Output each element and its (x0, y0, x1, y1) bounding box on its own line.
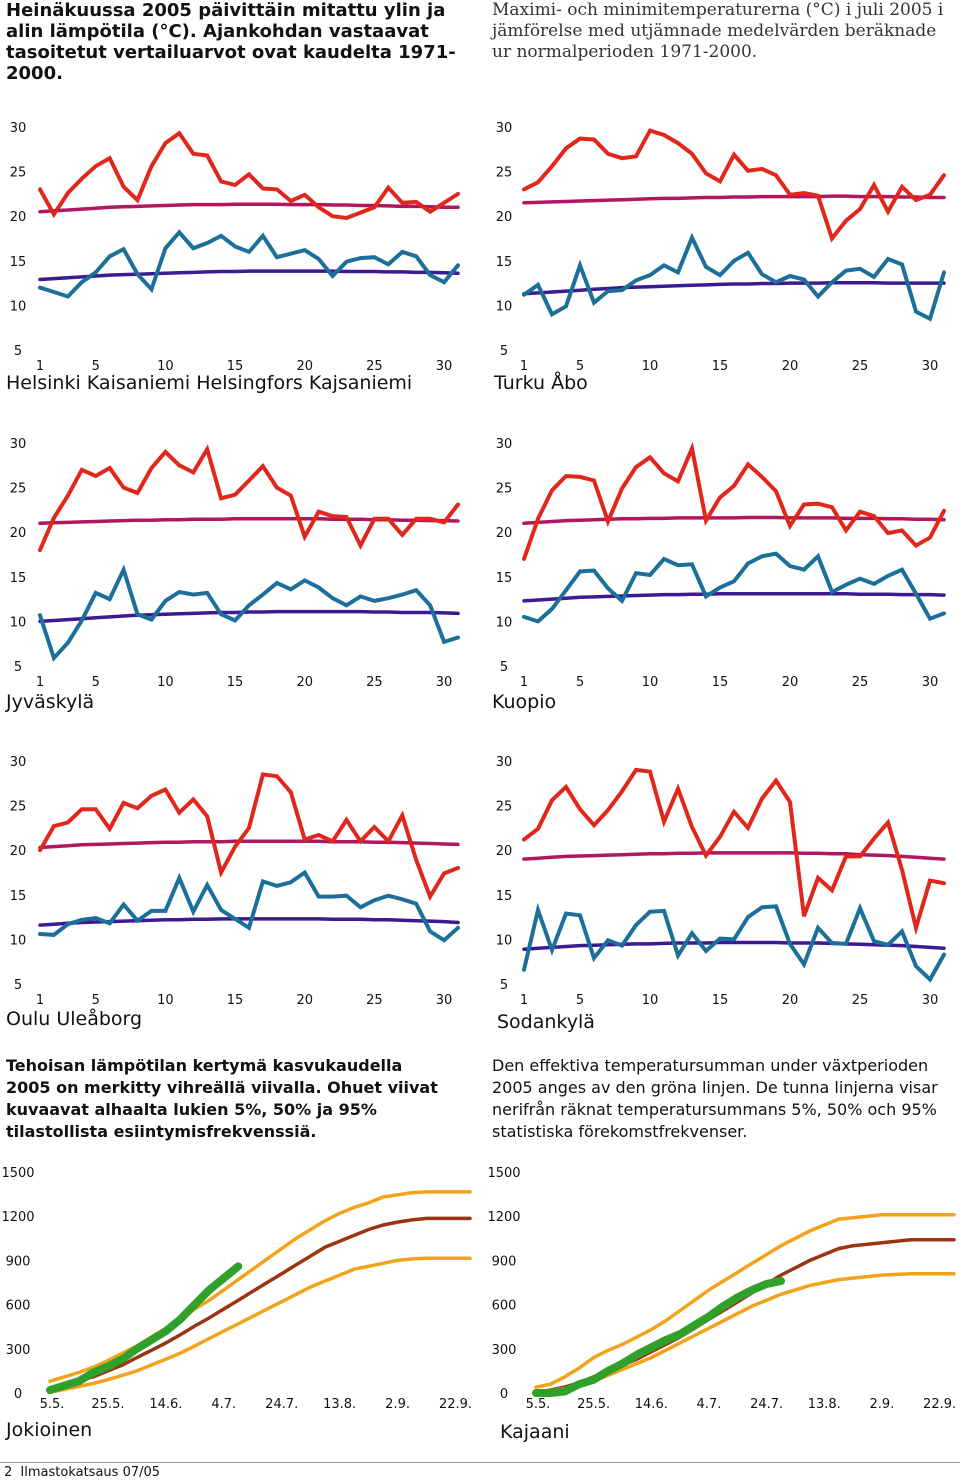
max-temperature-line (524, 770, 944, 928)
y-tick-label: 15 (9, 570, 27, 586)
x-tick-label: 10 (641, 993, 659, 1008)
x-tick-label: 30 (435, 993, 453, 1008)
x-tick-label: 5 (91, 993, 100, 1008)
x-tick-label: 15 (226, 359, 244, 374)
y-tick-label: 5 (13, 660, 23, 675)
min-temperature-line (40, 873, 458, 941)
x-tick-label: 15 (226, 993, 244, 1008)
y-tick-label: 30 (495, 121, 513, 136)
y-tick-label: 25 (9, 799, 27, 815)
y-tick-label: 15 (495, 570, 513, 586)
x-tick-label: 24.7. (750, 1397, 784, 1412)
y-tick-label: 5 (13, 978, 23, 993)
y-tick-label: 900 (5, 1254, 31, 1270)
chart-panel-6 (496, 755, 944, 1033)
chart-panel-4 (492, 437, 944, 713)
x-tick-label: 10 (157, 675, 174, 690)
x-tick-label: 20 (296, 993, 314, 1008)
y-tick-label: 20 (495, 526, 513, 542)
y-tick-label: 30 (495, 755, 513, 770)
station-label: Turku Åbo (494, 372, 588, 394)
max-normal-line (40, 519, 458, 524)
station-label: Helsinki Kaisaniemi Helsingfors Kajsaniemi (6, 372, 413, 394)
page-number: 2 (4, 1465, 13, 1480)
x-tick-label: 5.5. (39, 1397, 65, 1412)
y-tick-label: 300 (5, 1342, 31, 1358)
intro-text-fi: Heinäkuussa 2005 päivittäin mitattu ylin ja alin lämpötila (°C). Ajankohdan vastaavat tasoitetut vertailuarvot ovat kaudelta 1971-2000. (6, 0, 456, 84)
x-tick-label: 5 (575, 993, 585, 1008)
x-tick-label: 20 (781, 675, 799, 690)
y-tick-label: 600 (491, 1298, 517, 1314)
chart-panel-1 (6, 121, 458, 394)
max-temperature-line (524, 448, 944, 559)
x-tick-label: 5 (575, 359, 585, 374)
min-temperature-line (40, 232, 458, 296)
y-tick-label: 300 (491, 1342, 517, 1358)
chart-panel-7 (1, 1166, 472, 1441)
min-temperature-line (524, 238, 944, 319)
x-tick-label: 1 (519, 359, 529, 374)
x-tick-label: 24.7. (265, 1397, 299, 1412)
chart-panel-5 (6, 755, 458, 1030)
x-tick-label: 30 (921, 993, 939, 1008)
x-tick-label: 5 (91, 675, 100, 690)
min-normal-line (40, 271, 458, 279)
y-tick-label: 20 (495, 210, 513, 226)
x-tick-label: 2.9. (869, 1397, 895, 1412)
y-tick-label: 30 (495, 437, 513, 452)
x-tick-label: 1 (35, 359, 45, 374)
x-tick-label: 30 (921, 359, 939, 374)
y-tick-label: 0 (13, 1387, 23, 1402)
y-tick-label: 10 (9, 299, 27, 315)
y-tick-label: 30 (9, 437, 27, 452)
y-tick-label: 30 (9, 755, 27, 770)
x-tick-label: 22.9. (438, 1397, 473, 1412)
min-normal-line (524, 594, 944, 601)
station-label: Oulu Uleåborg (6, 1008, 143, 1030)
y-tick-label: 25 (495, 481, 513, 497)
y-tick-label: 5 (13, 344, 23, 359)
y-tick-label: 10 (9, 615, 27, 631)
x-tick-label: 20 (781, 993, 799, 1008)
max-normal-line (40, 204, 458, 212)
x-tick-label: 4.7. (696, 1397, 722, 1412)
x-tick-label: 25.5. (91, 1397, 125, 1412)
x-tick-label: 13.8. (807, 1397, 841, 1412)
y-tick-label: 1500 (1, 1166, 35, 1181)
x-tick-label: 14.6. (634, 1397, 668, 1412)
x-tick-label: 10 (157, 359, 174, 374)
x-tick-label: 25 (366, 675, 383, 690)
y-tick-label: 20 (9, 210, 27, 226)
y-tick-label: 0 (499, 1387, 509, 1402)
x-tick-label: 10 (641, 675, 659, 690)
x-tick-label: 4.7. (211, 1397, 237, 1412)
y-tick-label: 15 (495, 888, 513, 904)
y-tick-label: 20 (495, 844, 513, 860)
y-tick-label: 10 (9, 933, 27, 949)
x-tick-label: 25.5. (577, 1397, 611, 1412)
y-tick-label: 600 (5, 1298, 31, 1314)
x-tick-label: 30 (435, 675, 453, 690)
y-tick-label: 1200 (487, 1210, 521, 1226)
station-label: Kajaani (500, 1421, 570, 1443)
y-tick-label: 10 (495, 933, 513, 949)
x-tick-label: 20 (296, 359, 314, 374)
y-tick-label: 25 (9, 165, 27, 181)
publication-name: Ilmastokatsaus 07/05 (20, 1465, 161, 1480)
y-tick-label: 10 (495, 299, 513, 315)
chart-panel-8 (487, 1166, 956, 1443)
y-tick-label: 15 (9, 888, 27, 904)
chart-panel-3 (5, 437, 458, 713)
y-tick-label: 900 (491, 1254, 517, 1270)
min-temperature-line (524, 554, 944, 622)
y-tick-label: 15 (495, 254, 513, 270)
station-label: Jyväskylä (6, 691, 95, 713)
max-normal-line (40, 841, 458, 847)
y-tick-label: 30 (9, 121, 27, 136)
chart-panel-2 (493, 121, 944, 394)
sum-50-percent-line (536, 1240, 954, 1393)
page-footer (0, 1462, 960, 1480)
min-normal-line (40, 612, 458, 622)
x-tick-label: 15 (711, 993, 729, 1008)
x-tick-label: 5 (91, 359, 100, 374)
y-tick-label: 25 (495, 799, 513, 815)
y-tick-label: 1200 (1, 1210, 35, 1226)
x-tick-label: 25 (851, 359, 869, 374)
x-tick-label: 5 (575, 675, 585, 690)
max-temperature-line (40, 774, 458, 896)
x-tick-label: 1 (35, 675, 45, 690)
station-label: Jokioinen (6, 1419, 93, 1441)
x-tick-label: 25 (366, 993, 383, 1008)
x-tick-label: 13.8. (323, 1397, 357, 1412)
y-tick-label: 5 (499, 660, 509, 675)
y-tick-label: 5 (499, 978, 509, 993)
x-tick-label: 25 (366, 359, 383, 374)
x-tick-label: 15 (226, 675, 244, 690)
y-tick-label: 1500 (487, 1166, 521, 1181)
sum-5-percent-line (50, 1258, 470, 1392)
caption-sv: Den effektiva temperatursumman under växtperioden 2005 anges av den gröna linjen. De tunna linjerna visar nerifrån räknat temperatursummans 5%, 50% och 95% statistiska förekomstfrekvenser. (492, 1056, 938, 1141)
x-tick-label: 5.5. (525, 1397, 551, 1412)
station-label: Kuopio (492, 691, 557, 713)
x-tick-label: 20 (296, 675, 314, 690)
x-tick-label: 20 (781, 359, 799, 374)
x-tick-label: 30 (435, 359, 453, 374)
y-tick-label: 25 (495, 165, 513, 181)
max-normal-line (524, 853, 944, 859)
intro-text-sv: Maximi- och minimitemperaturerna (°C) i juli 2005 i jämförelse med utjämnade medelvärden beräknade ur normalperioden 1971-2000. (492, 0, 944, 62)
y-tick-label: 25 (9, 481, 27, 497)
x-tick-label: 14.6. (149, 1397, 183, 1412)
x-tick-label: 10 (157, 993, 174, 1008)
sum-2005-line (536, 1281, 781, 1393)
station-label: Sodankylä (497, 1011, 595, 1033)
caption-fi: Tehoisan lämpötilan kertymä kasvukaudella 2005 on merkitty vihreällä viivalla. Ohuet viivat kuvaavat alhaalta lukien 5%, 50% ja 95% tilastollista esiintymisfrekvenssiä. (6, 1056, 438, 1141)
x-tick-label: 1 (35, 993, 45, 1008)
y-tick-label: 15 (9, 254, 27, 270)
y-tick-label: 20 (9, 844, 27, 860)
y-tick-label: 5 (499, 344, 509, 359)
x-tick-label: 25 (851, 675, 869, 690)
x-tick-label: 2.9. (385, 1397, 410, 1412)
y-tick-label: 10 (495, 615, 513, 631)
x-tick-label: 1 (519, 675, 529, 690)
x-tick-label: 15 (711, 359, 729, 374)
x-tick-label: 30 (921, 675, 939, 690)
y-tick-label: 20 (9, 526, 27, 542)
max-temperature-line (524, 131, 944, 239)
x-tick-label: 1 (519, 993, 529, 1008)
x-tick-label: 15 (711, 675, 729, 690)
x-tick-label: 25 (851, 993, 869, 1008)
x-tick-label: 10 (641, 359, 659, 374)
x-tick-label: 22.9. (923, 1397, 957, 1412)
max-temperature-line (40, 449, 458, 550)
